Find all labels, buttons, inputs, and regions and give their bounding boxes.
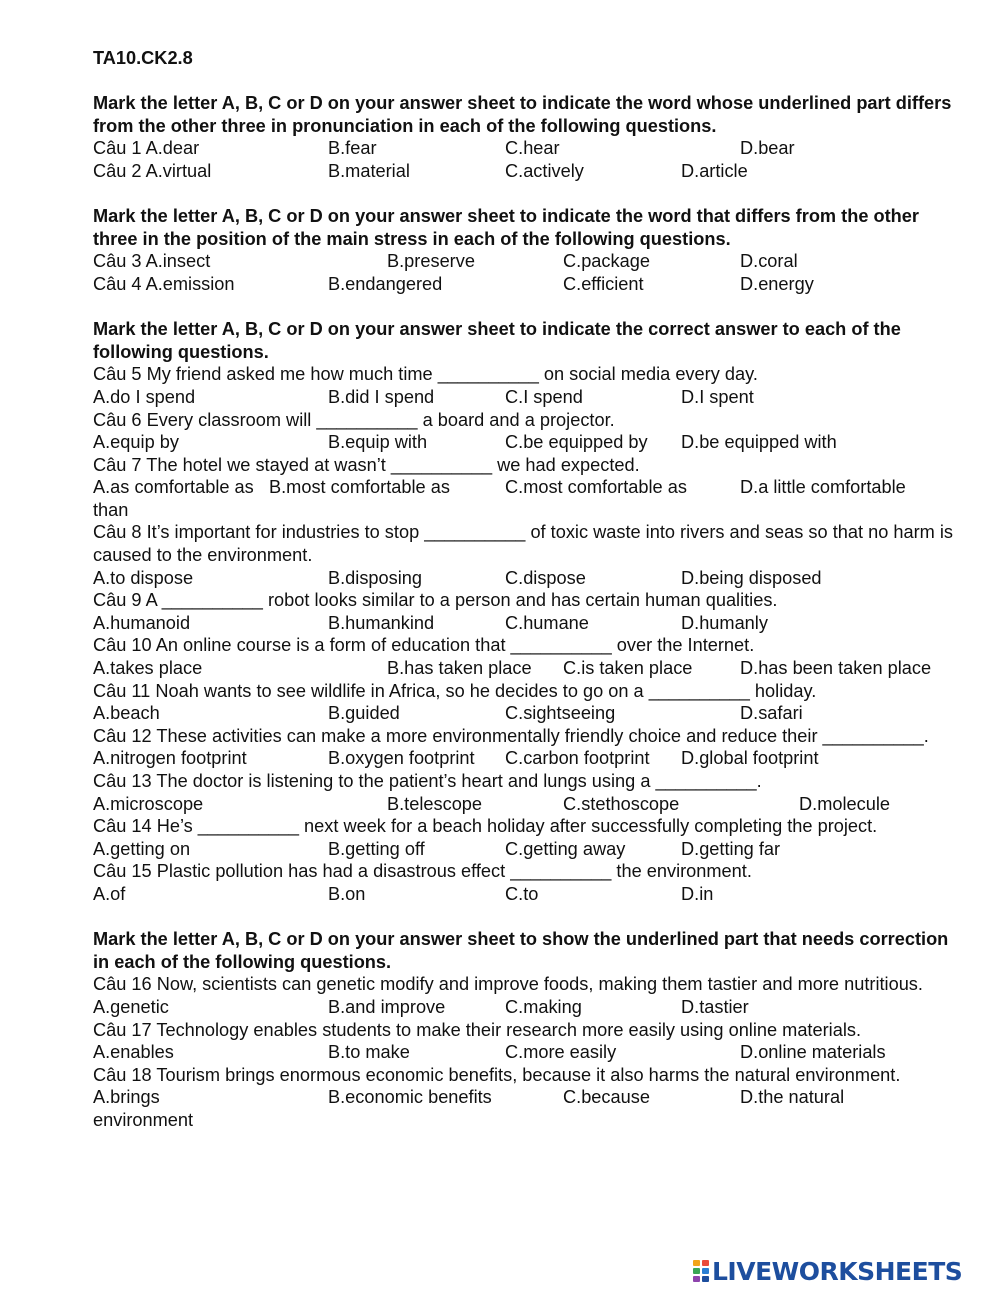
question-row xyxy=(93,996,963,1019)
option-continuation: environment xyxy=(93,1109,194,1130)
option-b[interactable]: B.oxygen footprint xyxy=(328,748,475,769)
question-stem: Câu 10 An online course is a form of education that __________ over the Internet. xyxy=(93,635,755,656)
option-a[interactable]: A.nitrogen footprint xyxy=(93,748,247,769)
liveworksheets-logo[interactable] xyxy=(692,1257,962,1285)
question-stem: Câu 6 Every classroom will __________ a board and a projector. xyxy=(93,409,615,430)
question-row xyxy=(93,883,963,906)
option-continuation: than xyxy=(93,499,129,520)
option-a[interactable]: A.beach xyxy=(93,703,160,724)
option-d[interactable]: D.I spent xyxy=(681,386,754,407)
option-a[interactable]: A.do I spend xyxy=(93,386,196,407)
section-instruction: Mark the letter A, B, C or D on your answer sheet to indicate the word whose underlined part differs from the other three in pronunciation in each of the following questions. xyxy=(93,93,952,136)
option-b[interactable]: B.getting off xyxy=(328,838,425,859)
question-row xyxy=(93,1086,963,1109)
option-a[interactable]: A.enables xyxy=(93,1042,174,1063)
option-a[interactable]: A.genetic xyxy=(93,996,169,1017)
option-c[interactable]: C.more easily xyxy=(505,1042,617,1063)
option-a[interactable]: A.to dispose xyxy=(93,567,194,588)
option-b[interactable]: B.guided xyxy=(328,703,400,724)
question-stem: Câu 5 My friend asked me how much time __________ on social media every day. xyxy=(93,364,758,385)
question-row xyxy=(93,657,963,680)
option-d[interactable]: D.bear xyxy=(740,138,795,159)
option-d[interactable]: D.a little comfortable xyxy=(740,477,906,498)
question-row xyxy=(93,431,963,454)
question-row xyxy=(93,273,963,296)
option-c[interactable]: C.I spend xyxy=(505,386,583,407)
option-c[interactable]: C.dispose xyxy=(505,567,586,588)
option-c[interactable]: C.is taken place xyxy=(563,658,693,679)
option-b[interactable]: B.to make xyxy=(328,1042,410,1063)
option-c[interactable]: C.because xyxy=(563,1087,650,1108)
option-c[interactable]: C.hear xyxy=(505,138,560,159)
question-stem: Câu 14 He’s __________ next week for a beach holiday after successfully completing the project. xyxy=(93,816,878,837)
option-d[interactable]: D.global footprint xyxy=(681,748,819,769)
section-pronunciation xyxy=(93,92,963,182)
section-error-correction xyxy=(93,928,963,1131)
option-b[interactable]: B.and improve xyxy=(328,996,446,1017)
option-c[interactable]: C.humane xyxy=(505,612,589,633)
option-a[interactable]: Câu 2 A.virtual xyxy=(93,160,212,181)
option-c[interactable]: C.efficient xyxy=(563,273,644,294)
question-row xyxy=(93,160,963,183)
option-d[interactable]: D.being disposed xyxy=(681,567,822,588)
option-d[interactable]: D.the natural xyxy=(740,1087,845,1108)
option-c[interactable]: C.sightseeing xyxy=(505,703,616,724)
section-instruction: Mark the letter A, B, C or D on your answer sheet to indicate the correct answer to each of the following questions. xyxy=(93,319,901,362)
option-d[interactable]: D.coral xyxy=(740,251,798,272)
question-stem: Câu 15 Plastic pollution has had a disastrous effect __________ the environment. xyxy=(93,861,752,882)
option-c[interactable]: C.package xyxy=(563,251,650,272)
option-a[interactable]: A.brings xyxy=(93,1087,160,1108)
option-c[interactable]: C.be equipped by xyxy=(505,432,648,453)
question-row xyxy=(93,793,963,816)
section-correct-answer xyxy=(93,318,963,905)
worksheet xyxy=(93,47,963,1154)
question-stem: Câu 17 Technology enables students to make their research more easily using online materials. xyxy=(93,1019,862,1040)
option-c[interactable]: C.actively xyxy=(505,160,584,181)
question-stem: Câu 13 The doctor is listening to the patient’s heart and lungs using a __________. xyxy=(93,771,762,791)
option-c[interactable]: C.getting away xyxy=(505,838,626,859)
question-stem: Câu 7 The hotel we stayed at wasn’t __________ we had expected. xyxy=(93,454,640,475)
option-d[interactable]: D.article xyxy=(681,160,748,181)
option-d[interactable]: D.humanly xyxy=(681,612,768,633)
question-stem: Câu 11 Noah wants to see wildlife in Africa, so he decides to go on a __________ holiday. xyxy=(93,680,817,701)
question-row xyxy=(93,612,963,635)
option-b[interactable]: B.endangered xyxy=(328,273,443,294)
option-d[interactable]: D.getting far xyxy=(681,838,781,859)
option-c[interactable]: C.making xyxy=(505,996,582,1017)
question-stem: Câu 18 Tourism brings enormous economic benefits, because it also harms the natural environment. xyxy=(93,1064,901,1085)
option-a[interactable]: A.as comfortable as xyxy=(93,477,254,498)
liveworksheets-logo-icon xyxy=(692,1259,710,1283)
question-stem: Câu 16 Now, scientists can genetic modify and improve foods, making them tastier and more nutritious. xyxy=(93,974,923,995)
question-row xyxy=(93,567,963,590)
question-row xyxy=(93,476,963,499)
option-c[interactable]: C.stethoscope xyxy=(563,793,680,814)
option-b[interactable]: B.economic benefits xyxy=(328,1087,492,1108)
option-d[interactable]: D.in xyxy=(681,883,714,904)
option-a[interactable]: Câu 3 A.insect xyxy=(93,251,211,272)
option-d[interactable]: D.energy xyxy=(740,273,814,294)
option-a[interactable]: A.microscope xyxy=(93,793,204,814)
option-b[interactable]: B.most comfortable as xyxy=(269,477,450,498)
option-b[interactable]: B.fear xyxy=(328,138,377,159)
question-stem: Câu 8 It’s important for industries to stop __________ of toxic waste into rivers and seas so that no harm is caused to the environment. xyxy=(93,522,953,566)
option-d[interactable]: D.online materials xyxy=(740,1042,886,1063)
option-b[interactable]: B.equip with xyxy=(328,432,428,453)
option-a[interactable]: Câu 4 A.emission xyxy=(93,273,235,294)
option-a[interactable]: A.of xyxy=(93,883,126,904)
option-b[interactable]: B.on xyxy=(328,883,366,904)
question-row xyxy=(93,250,963,273)
option-a[interactable]: A.getting on xyxy=(93,838,191,859)
option-b[interactable]: B.material xyxy=(328,160,410,181)
question-row xyxy=(93,386,963,409)
section-instruction: Mark the letter A, B, C or D on your answer sheet to indicate the word that differs from the other three in the position of the main stress in each of the following questions. xyxy=(93,206,919,249)
option-b[interactable]: B.preserve xyxy=(387,251,475,272)
question-stem: Câu 12 These activities can make a more environmentally friendly choice and reduce their __________. xyxy=(93,725,929,746)
option-d[interactable]: D.molecule xyxy=(799,793,890,814)
option-c[interactable]: C.carbon footprint xyxy=(505,748,650,769)
option-d[interactable]: D.tastier xyxy=(681,996,749,1017)
option-d[interactable]: D.safari xyxy=(740,703,803,724)
section-instruction: Mark the letter A, B, C or D on your answer sheet to show the underlined part that needs correction in each of the following questions. xyxy=(93,929,949,972)
brand-name: LIVEWORKSHEETS xyxy=(712,1256,963,1286)
option-c[interactable]: C.most comfortable as xyxy=(505,477,687,498)
section-stress xyxy=(93,205,963,295)
doc-title: TA10.CK2.8 xyxy=(93,48,193,68)
question-row xyxy=(93,1041,963,1064)
option-b[interactable]: B.did I spend xyxy=(328,386,435,407)
option-b[interactable]: B.humankind xyxy=(328,612,435,633)
question-row xyxy=(93,137,963,160)
question-row xyxy=(93,702,963,725)
option-a[interactable]: A.humanoid xyxy=(93,612,191,633)
option-d[interactable]: D.has been taken place xyxy=(740,658,932,679)
option-b[interactable]: B.telescope xyxy=(387,793,483,814)
option-c[interactable]: C.to xyxy=(505,883,539,904)
option-d[interactable]: D.be equipped with xyxy=(681,432,837,453)
question-stem: Câu 9 A __________ robot looks similar to a person and has certain human qualities. xyxy=(93,590,778,611)
option-a[interactable]: A.equip by xyxy=(93,432,179,453)
option-b[interactable]: B.disposing xyxy=(328,567,423,588)
option-a[interactable]: A.takes place xyxy=(93,658,203,679)
question-row xyxy=(93,838,963,861)
option-a[interactable]: Câu 1 A.dear xyxy=(93,138,200,159)
question-row xyxy=(93,747,963,770)
option-b[interactable]: B.has taken place xyxy=(387,658,532,679)
